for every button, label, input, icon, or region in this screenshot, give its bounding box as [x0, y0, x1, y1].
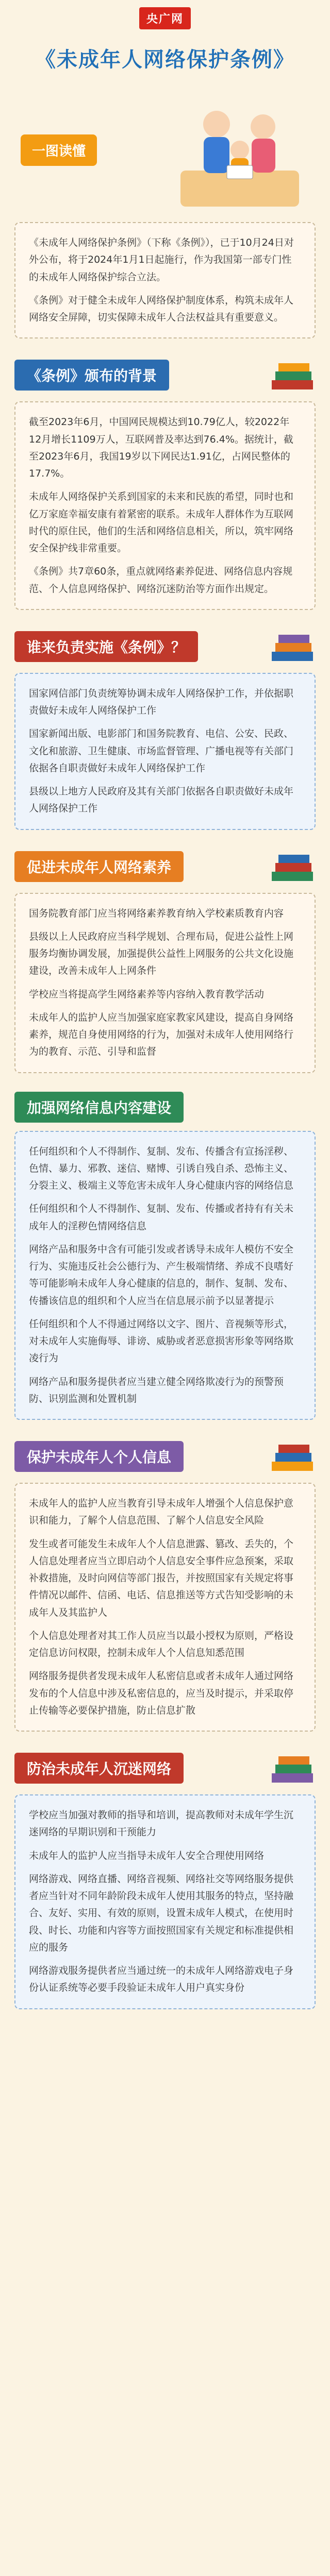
section-paragraph: 县级以上地方人民政府及其有关部门依据各自职责做好未成年人网络保护工作: [29, 786, 294, 815]
section-card-content: [14, 1131, 316, 1420]
section-paragraph: 任何组织和个人不得制作、复制、发布、传播或者持有有关未成年人的淫秽色情网络信息: [29, 1203, 294, 1232]
section-paragraph: 个人信息处理者对其工作人员应当以最小授权为原则，严格设定信息访问权限，控制未成年人个人信息知悉范围: [29, 1630, 294, 1658]
section-paragraph: 学校应当将提高学生网络素养等内容纳入教育教学活动: [29, 988, 265, 1000]
section-title: 保护未成年人个人信息: [14, 1441, 184, 1472]
section-card-literacy: [14, 893, 316, 1073]
books-icon: [269, 1750, 316, 1786]
section-paragraph: 截至2023年6月，中国网民规模达到10.79亿人，较2022年12月增长1109万人，互联网普及率达到76.4%。据统计，截至2023年6月，我国19岁以下网民达1.91亿，占网民整体的17.7%。: [29, 416, 293, 479]
family-reading-illustration: [160, 83, 315, 217]
books-icon: [269, 357, 316, 393]
section-paragraph: 未成年人网络保护关系到国家的未来和民族的希望，同时也和亿万家庭幸福安康有着紧密的联系。未成年人群体作为互联网时代的原住民，他们的生活和网络信息相关，所以，筑牢网络安全保护线非常重要。: [29, 491, 294, 554]
section-title: 《条例》颁布的背景: [14, 360, 169, 391]
section-paragraph: 任何组织和个人不得通过网络以文字、图片、音视频等形式，对未成年人实施侮辱、诽谤、威胁或者恶意损害形象等网络欺凌行为: [29, 1318, 294, 1364]
section-header-addiction: [14, 1750, 316, 1786]
section-title: 谁来负责实施《条例》？: [14, 631, 198, 662]
section-paragraph: 学校应当加强对教师的指导和培训，提高教师对未成年学生沉迷网络的早期识别和干预能力: [29, 1809, 294, 1838]
hero-banner: [0, 78, 330, 222]
section-paragraph: 网络游戏、网络直播、网络音视频、网络社交等网络服务提供者应当针对不同年龄阶段未成年人使用其服务的特点，坚持融合、友好、实用、有效的原则，设置未成年人模式，在使用时段、时长、功能和内容等方面按照国家有关规定和标准提供相应的服务: [29, 1873, 294, 1953]
section-title: 加强网络信息内容建设: [14, 1092, 184, 1123]
section-header-privacy: [14, 1438, 316, 1475]
section-paragraph: 网络游戏服务提供者应当通过统一的未成年人网络游戏电子身份认证系统等必要手段验证未成年人用户真实身份: [29, 1965, 294, 1994]
section-header-background: [14, 357, 316, 393]
section-paragraph: 未成年人的监护人应当教育引导未成年人增强个人信息保护意识和能力，了解个人信息范围、了解个人信息安全风险: [29, 1498, 294, 1527]
section-title: 防治未成年人沉迷网络: [14, 1753, 184, 1784]
section-header-content: [14, 1092, 316, 1123]
page-title: 《未成年人网络保护条例》: [35, 48, 295, 72]
section-paragraph: 国务院教育部门应当将网络素养教育纳入学校素质教育内容: [29, 907, 284, 919]
intro-paragraph: 《条例》对于健全未成年人网络保护制度体系，构筑未成年人网络安全屏障，切实保障未成年人合法权益具有重要意义。: [29, 294, 294, 323]
books-icon: [269, 1438, 316, 1475]
section-paragraph: 任何组织和个人不得制作、复制、发布、传播含有宣扬淫秽、色情、暴力、邪教、迷信、赌博、引诱自残自杀、恐怖主义、分裂主义、极端主义等危害未成年人身心健康内容的网络信息: [29, 1145, 294, 1191]
hero-tag: 一图读懂: [21, 134, 97, 166]
section-header-implementation: [14, 629, 316, 665]
section-card-background: [14, 401, 316, 610]
section-card-addiction: [14, 1794, 316, 2009]
section-card-implementation: [14, 673, 316, 830]
section-title: 促进未成年人网络素养: [14, 851, 184, 882]
intro-card: [14, 222, 316, 338]
section-paragraph: 国家新闻出版、电影部门和国务院教育、电信、公安、民政、文化和旅游、卫生健康、市场监督管理、广播电视等有关部门依据各自职责做好未成年人网络保护工作: [29, 728, 294, 774]
section-paragraph: 国家网信部门负责统筹协调未成年人网络保护工作，并依据职责做好未成年人网络保护工作: [29, 687, 294, 716]
intro-paragraph: 《未成年人网络保护条例》（下称《条例》），已于10月24日对外公布，将于2024年1月1日起施行，作为我国第一部专门性的未成年人网络保护综合立法。: [29, 237, 294, 283]
section-paragraph: 网络产品和服务提供者应当建立健全网络欺凌行为的预警预防、识别监测和处置机制: [29, 1376, 284, 1404]
section-paragraph: 网络产品和服务中含有可能引发或者诱导未成年人模仿不安全行为、实施违反社会公德行为、产生极端情绪、养成不良嗜好等可能影响未成年人身心健康的信息的，制作、复制、发布、传播该信息的组织和个人应当在信息展示前予以显著提示: [29, 1243, 294, 1307]
section-paragraph: 《条例》共7章60条，重点就网络素养促进、网络信息内容规范、个人信息网络保护、网络沉迷防治等方面作出规定。: [29, 566, 293, 595]
books-icon: [269, 849, 316, 885]
section-paragraph: 网络服务提供者发现未成年人私密信息或者未成年人通过网络发布的个人信息中涉及私密信息的，应当及时提示，并采取停止传输等必要保护措施，防止信息扩散: [29, 1670, 294, 1716]
logo-bar: [0, 0, 330, 36]
section-paragraph: 未成年人的监护人应当加强家庭家教家风建设，提高自身网络素养，规范自身使用网络的行为，加强对未成年人使用网络行为的教育、示范、引导和监督: [29, 1011, 294, 1058]
section-header-literacy: [14, 849, 316, 885]
section-paragraph: 发生或者可能发生未成年人个人信息泄露、篡改、丢失的，个人信息处理者应当立即启动个人信息安全事件应急预案，采取补救措施，及时向网信等部门报告，并按照国家有关规定将事件情况以邮件、信函、电话、信息推送等方式告知受影响的未成年人及其监护人: [29, 1538, 294, 1618]
cnr-logo: 央广网: [139, 7, 191, 29]
section-paragraph: 未成年人的监护人应当指导未成年人安全合理使用网络: [29, 1850, 265, 1861]
books-icon: [269, 629, 316, 665]
section-card-privacy: [14, 1483, 316, 1732]
section-paragraph: 县级以上人民政府应当科学规划、合理布局，促进公益性上网服务均衡协调发展，加强提供公益性上网服务的公共文化设施建设，改善未成年人上网条件: [29, 930, 294, 977]
